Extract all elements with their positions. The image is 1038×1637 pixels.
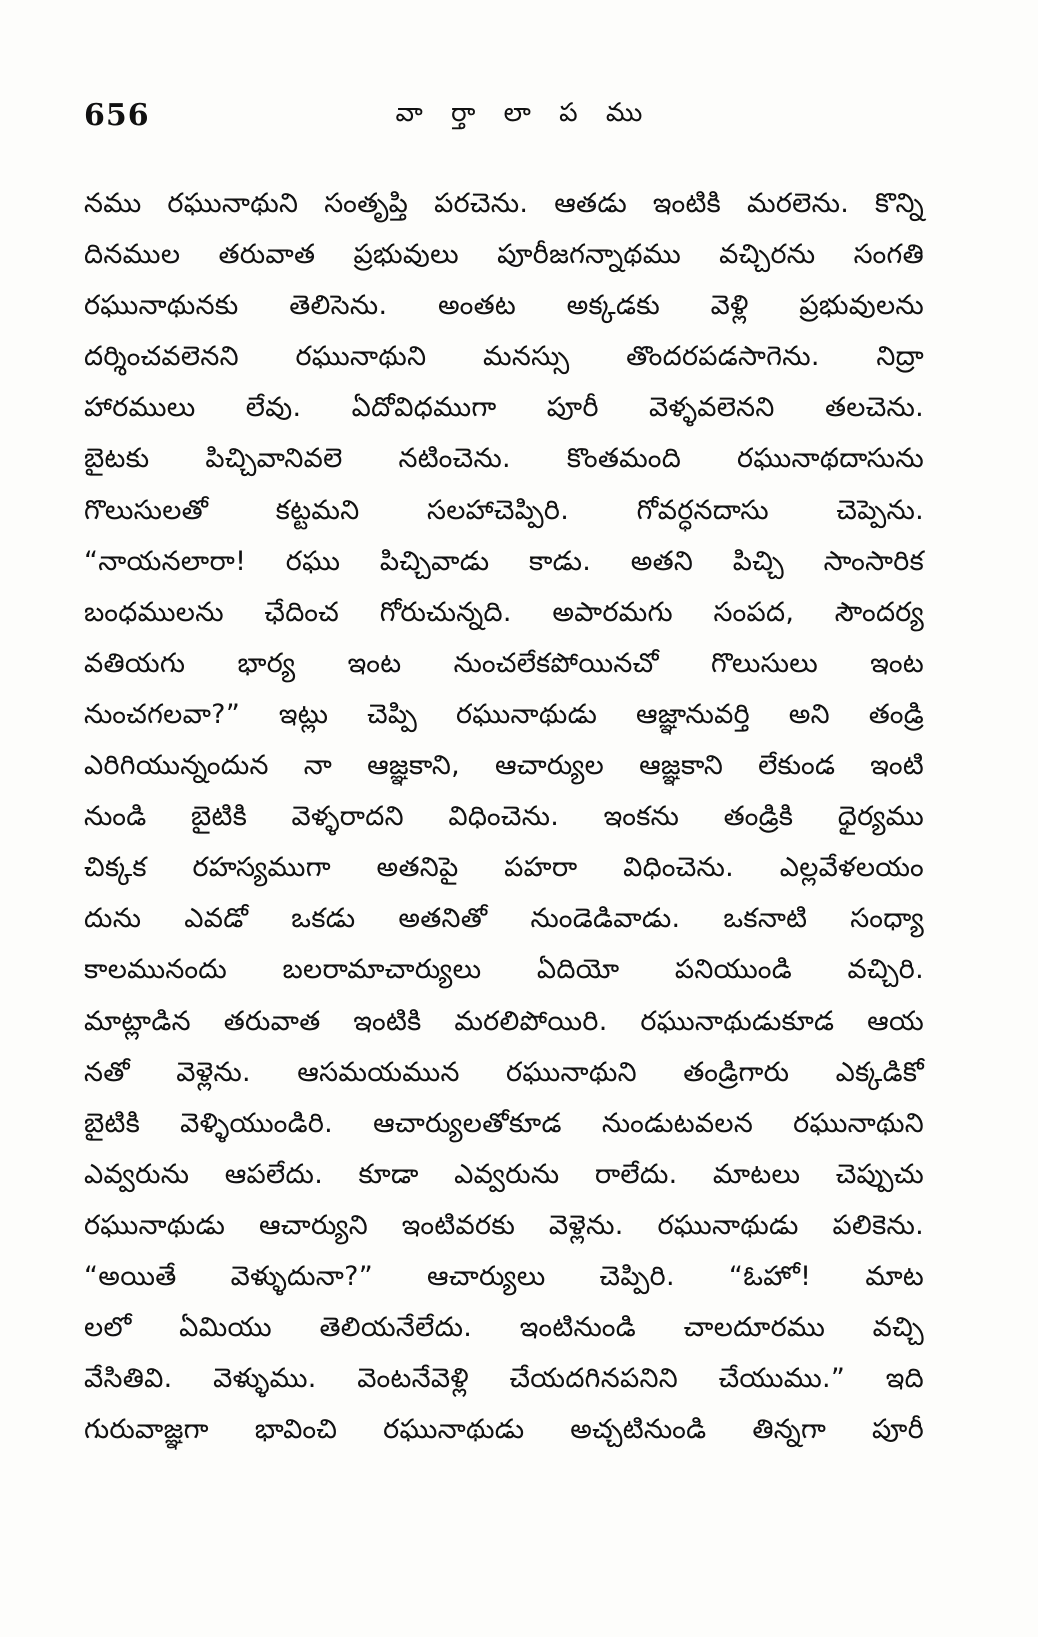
text-line: దర్శించవలెనని రఘునాథుని మనస్సు తొందరపడసాగెను. నిద్రా [84, 341, 924, 373]
text-line: “అయితే వెళ్ళుదునా?” ఆచార్యులు చెప్పిరి. “ఓహో! మాట [84, 1260, 924, 1292]
text-line: ఎరిగియున్నందున నా ఆజ్ఞకాని, ఆచార్యుల ఆజ్ఞకాని లేకుండ ఇంటి [84, 750, 924, 782]
text-line: బైటికి వెళ్ళియుండిరి. ఆచార్యులతోకూడ నుండుటవలన రఘునాథుని [84, 1107, 924, 1139]
text-line: నము రఘునాథుని సంతృప్తి పరచెను. ఆతడు ఇంటికి మరలెను. కొన్ని [84, 188, 924, 219]
text-line: రఘునాథునకు తెలిసెను. అంతట అక్కడకు వెళ్లి ప్రభువులను [84, 290, 924, 322]
text-line: కాలమునందు బలరామాచార్యులు ఏదియో పనియుండి వచ్చిరి. [84, 954, 924, 986]
text-line: చిక్కక రహస్యముగా అతనిపై పహరా విధించెను. ఎల్లవేళలయం [84, 852, 924, 884]
text-line: గురువాజ్ఞగా భావించి రఘునాథుడు అచ్చటినుండి తిన్నగా పూరీ [84, 1414, 924, 1446]
running-head [84, 98, 924, 148]
text-line: లలో ఏమియు తెలియనేలేదు. ఇంటినుండి చాలదూరము వచ్చి [84, 1312, 924, 1344]
text-line: ఎవ్వరును ఆపలేదు. కూడా ఎవ్వరును రాలేదు. మాటలు చెప్పుచు [84, 1158, 924, 1190]
text-line: వతియగు భార్య ఇంట నుంచలేకపోయినచో గొలుసులు ఇంట [84, 647, 924, 679]
header-title: వా ర్తా లా ప ము [395, 98, 653, 128]
text-line: గొలుసులతో కట్టమని సలహాచెప్పిరి. గోవర్ధనదాసు చెప్పెను. [84, 494, 924, 526]
text-line: దును ఎవడో ఒకడు అతనితో నుండెడివాడు. ఒకనాటి సంధ్యా [84, 903, 924, 935]
text-line: బంధములను ఛేదించ గోరుచున్నది. అపారమగు సంపద, సౌందర్య [84, 596, 924, 628]
body-text [84, 178, 924, 1455]
page-number: 656 [84, 98, 150, 133]
text-line: నుండి బైటికి వెళ్ళరాదని విధించెను. ఇంకను తండ్రికి ధైర్యము [84, 801, 924, 833]
text-line: నతో వెళ్లెను. ఆసమయమున రఘునాథుని తండ్రిగారు ఎక్కడికో [84, 1056, 924, 1088]
text-line: దినముల తరువాత ప్రభువులు పూరీజగన్నాథము వచ్చిరను సంగతి [84, 239, 924, 271]
text-line: వేసితివి. వెళ్ళుము. వెంటనేవెళ్లి చేయదగినపనిని చేయుము.” ఇది [84, 1363, 924, 1395]
text-line: నుంచగలవా?” ఇట్లు చెప్పి రఘునాథుడు ఆజ్ఞానువర్తి అని తండ్రి [84, 698, 924, 730]
text-line: మాట్లాడిన తరువాత ఇంటికి మరలిపోయిరి. రఘునాథుడుకూడ ఆయ [84, 1005, 924, 1037]
text-line: బైటకు పిచ్చివానివలె నటించెను. కొంతమంది రఘునాథదాసును [84, 443, 924, 475]
text-line: “నాయనలారా! రఘు పిచ్చివాడు కాడు. అతని పిచ్చి సాంసారిక [84, 545, 924, 577]
text-line: హారములు లేవు. ఏదోవిధముగా పూరీ వెళ్ళవలెనని తలచెను. [84, 392, 924, 424]
text-line: రఘునాథుడు ఆచార్యుని ఇంటివరకు వెళ్లెను. రఘునాథుడు పలికెను. [84, 1209, 924, 1241]
